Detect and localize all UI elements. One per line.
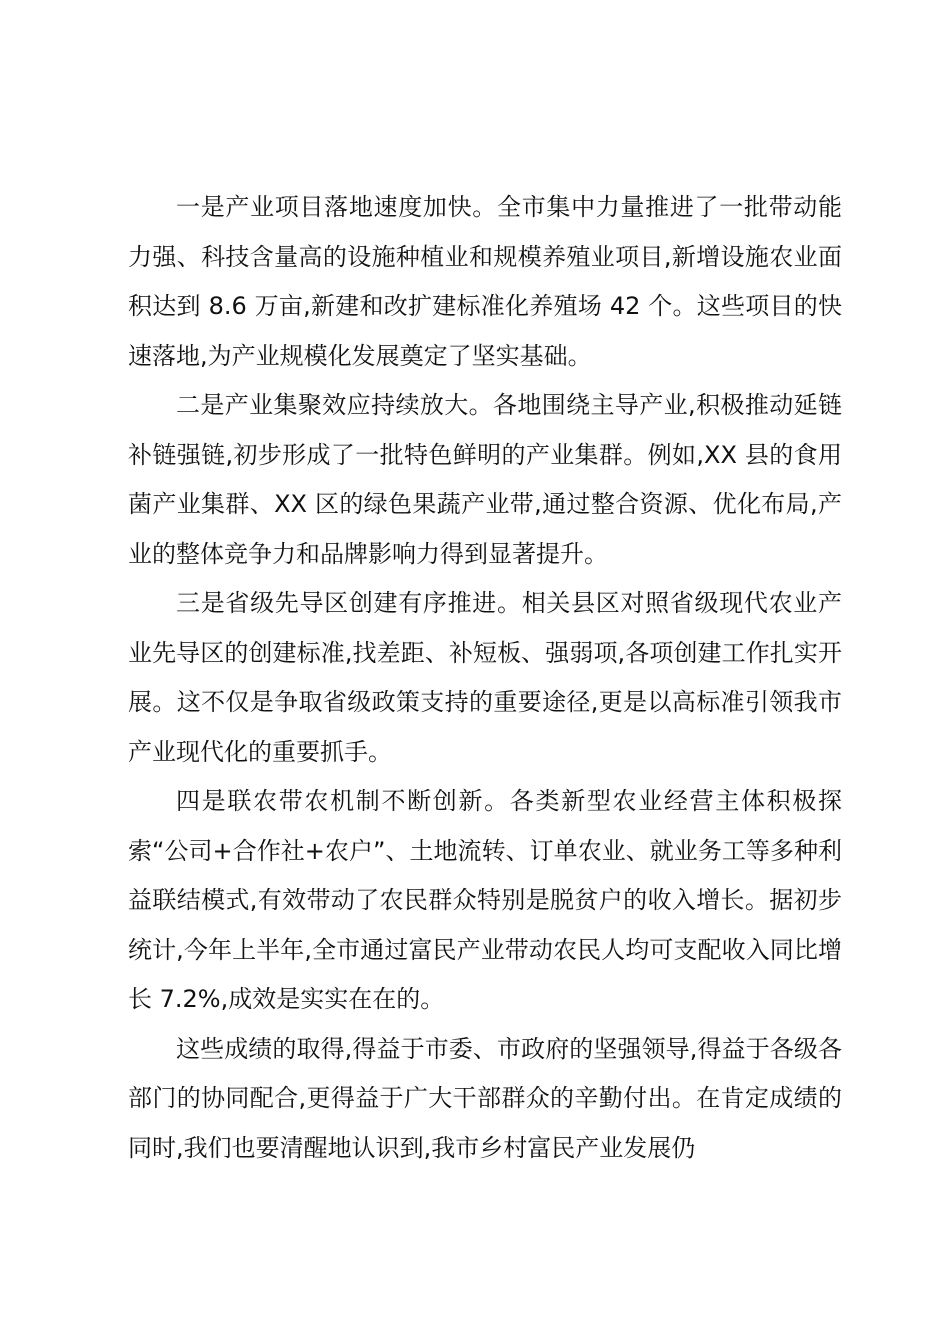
paragraph-achievements-summary: 这些成绩的取得,得益于市委、市政府的坚强领导,得益于各级各部门的协同配合,更得益于广大干部群众的辛勤付出。在肯定成绩的同时,我们也要清醒地认识到,我市乡村富民产业发展仍 xyxy=(128,1034,842,1162)
document-body xyxy=(128,183,842,1173)
paragraph-project-landing: 一是产业项目落地速度加快。全市集中力量推进了一批带动能力强、科技含量高的设施种植业和规模养殖业项目,新增设施农业面积达到 8.6 万亩,新建和改扩建标准化养殖场 42 个。这些项目的快速落地,为产业规模化发展奠定了坚实基础。 xyxy=(128,193,842,370)
paragraph-industry-cluster: 二是产业集聚效应持续放大。各地围绕主导产业,积极推动延链补链强链,初步形成了一批特色鲜明的产业集群。例如,XX 县的食用菌产业集群、XX 区的绿色果蔬产业带,通过整合资源、优化布局,产业的整体竞争力和品牌影响力得到显著提升。 xyxy=(128,391,842,568)
paragraph-pilot-zone: 三是省级先导区创建有序推进。相关县区对照省级现代农业产业先导区的创建标准,找差距、补短板、强弱项,各项创建工作扎实开展。这不仅是争取省级政策支持的重要途径,更是以高标准引领我市产业现代化的重要抓手。 xyxy=(128,589,842,766)
paragraph-farmer-linkage: 四是联农带农机制不断创新。各类新型农业经营主体积极探索“公司+合作社+农户”、土地流转、订单农业、就业务工等多种利益联结模式,有效带动了农民群众特别是脱贫户的收入增长。据初步统计,今年上半年,全市通过富民产业带动农民人均可支配收入同比增长 7.2%,成效是实实在在的。 xyxy=(128,787,842,1013)
